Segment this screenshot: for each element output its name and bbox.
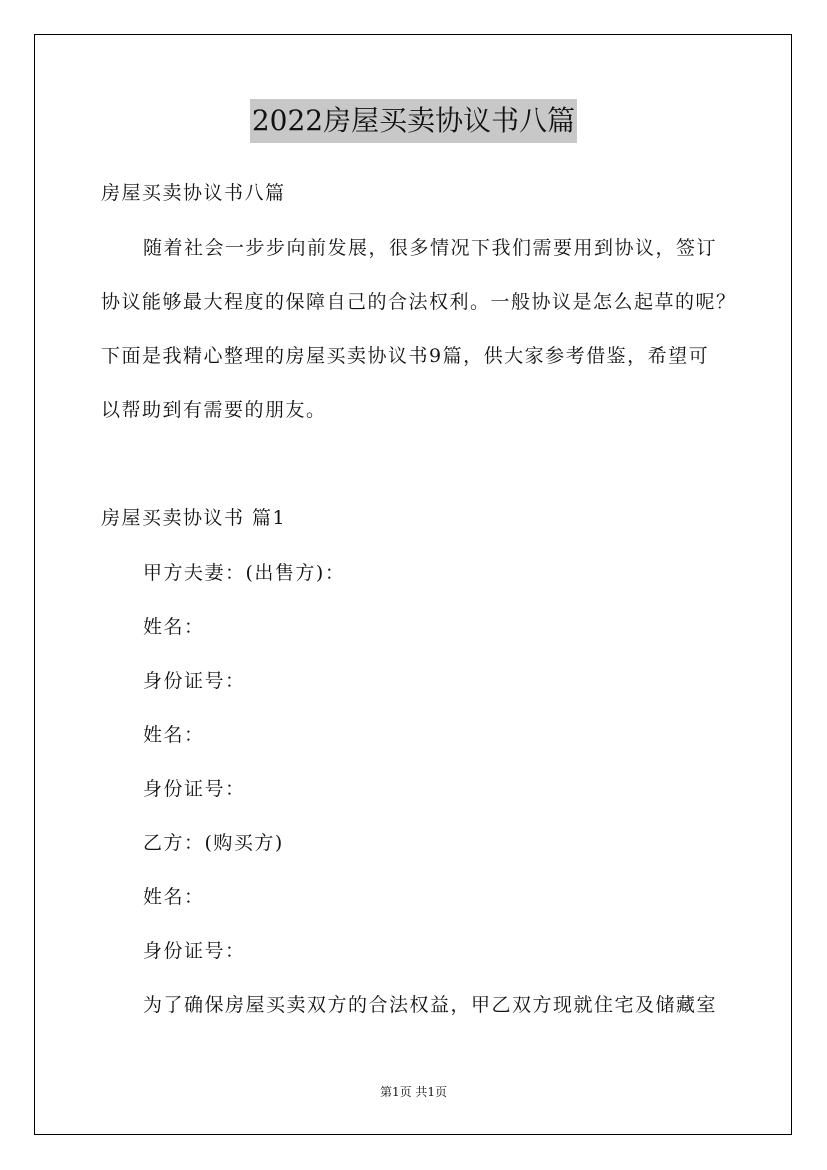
section-heading: 房屋买卖协议书 篇1 (101, 507, 287, 529)
party-a-name-2: 姓名： (143, 724, 205, 746)
party-a-heading: 甲方夫妻：(出售方)： (143, 562, 346, 584)
party-b-name: 姓名： (143, 886, 205, 908)
party-a-name-1: 姓名： (143, 616, 205, 638)
intro-line-4: 以帮助到有需要的朋友。 (101, 399, 327, 421)
intro-line-3: 下面是我精心整理的房屋买卖协议书9篇，供大家参考借鉴，希望可 (101, 345, 710, 367)
party-a-id-1: 身份证号： (143, 670, 246, 692)
title-container (0, 99, 827, 143)
intro-line-2: 协议能够最大程度的保障自己的合法权利。一般协议是怎么起草的呢？ (101, 291, 737, 313)
intro-line-1: 随着社会一步步向前发展，很多情况下我们需要用到协议，签订 (143, 237, 718, 259)
agreement-paragraph: 为了确保房屋买卖双方的合法权益，甲乙双方现就住宅及储藏室 (143, 994, 718, 1016)
document-title: 2022房屋买卖协议书八篇 (250, 99, 577, 143)
party-a-id-2: 身份证号： (143, 778, 246, 800)
page-footer: 第1页 共1页 (379, 1085, 448, 1099)
document-subtitle: 房屋买卖协议书八篇 (101, 182, 286, 204)
party-b-id: 身份证号： (143, 940, 246, 962)
party-b-heading: 乙方：(购买方) (143, 832, 284, 854)
